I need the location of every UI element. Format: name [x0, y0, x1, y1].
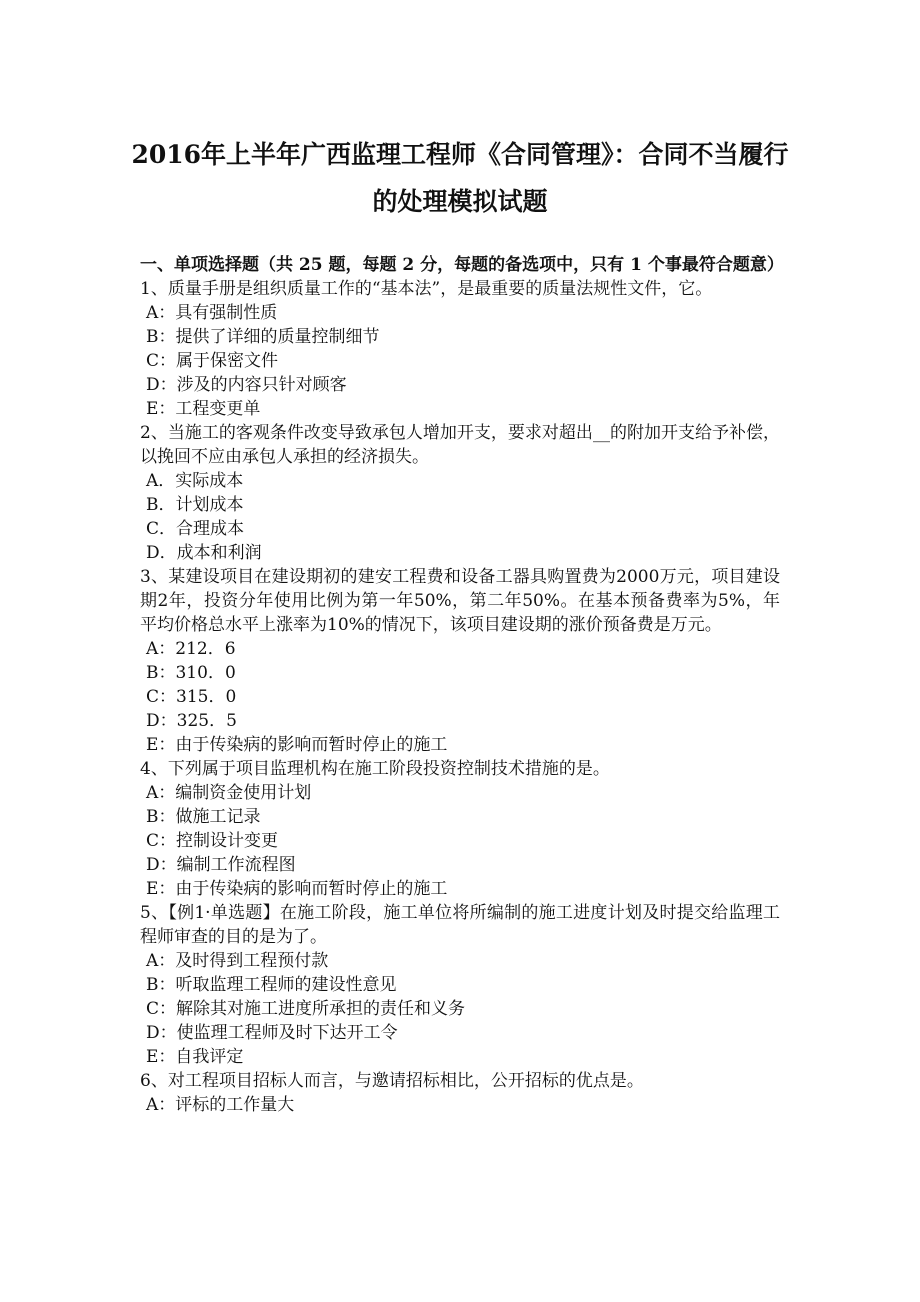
question-text: 4、下列属于项目监理机构在施工阶段投资控制技术措施的是。: [140, 759, 610, 779]
option-d: D：涉及的内容只针对顾客: [146, 375, 347, 395]
option-d: D：325．5: [146, 711, 237, 731]
option-a: A：212．6: [146, 639, 236, 659]
question-text: 1、质量手册是组织质量工作的“基本法”，是最重要的质量法规性文件，它。: [140, 279, 713, 299]
option-e: E：自我评定: [146, 1047, 244, 1067]
section-heading: 一、单项选择题（共 25 题，每题 2 分，每题的备选项中，只有 1 个事最符合题意）: [140, 255, 784, 275]
option-e: E：工程变更单: [146, 399, 261, 419]
option-b: B．计划成本: [146, 495, 244, 515]
option-c: C：属于保密文件: [146, 351, 279, 371]
option-c: C．合理成本: [146, 519, 245, 539]
option-b: B：提供了详细的质量控制细节: [146, 327, 380, 347]
question-text: 2、当施工的客观条件改变导致承包人增加开支，要求对超出__的附加开支给予补偿，以挽回不应由承包人承担的经济损失。: [140, 423, 780, 467]
option-c: C：315．0: [146, 687, 237, 707]
question-1: [140, 277, 780, 421]
option-b: B：做施工记录: [146, 807, 261, 827]
document-title-line-1: 2016年上半年广西监理工程师《合同管理》：合同不当履行: [131, 140, 789, 169]
option-e: E：由于传染病的影响而暂时停止的施工: [146, 735, 448, 755]
option-b: B：310．0: [146, 663, 236, 683]
option-a: A：编制资金使用计划: [146, 783, 312, 803]
option-d: D．成本和利润: [146, 543, 262, 563]
question-text: 6、对工程项目招标人而言，与邀请招标相比，公开招标的优点是。: [140, 1071, 644, 1091]
option-a: A：具有强制性质: [146, 303, 278, 323]
option-c: C：控制设计变更: [146, 831, 279, 851]
question-5: [140, 901, 780, 1069]
question-3: [140, 565, 780, 757]
option-a: A．实际成本: [146, 471, 244, 491]
document-body: [140, 253, 784, 1117]
question-text: 5、【例1·单选题】在施工阶段，施工单位将所编制的施工进度计划及时提交给监理工程师审查的目的是为了。: [140, 903, 780, 947]
question-text: 3、某建设项目在建设期初的建安工程费和设备工器具购置费为2000万元，项目建设期2年，投资分年使用比例为第一年50%，第二年50%。在基本预备费率为5%，年平均价格总水平上涨率为10%的情况下，该项目建设期的涨价预备费是万元。: [140, 567, 780, 635]
option-d: D：使监理工程师及时下达开工令: [146, 1023, 398, 1043]
question-6: [140, 1069, 780, 1117]
option-c: C：解除其对施工进度所承担的责任和义务: [146, 999, 466, 1019]
question-4: [140, 757, 780, 901]
option-a: A：及时得到工程预付款: [146, 951, 329, 971]
question-2: [140, 421, 780, 565]
option-e: E：由于传染病的影响而暂时停止的施工: [146, 879, 448, 899]
option-a: A：评标的工作量大: [146, 1095, 295, 1115]
option-d: D：编制工作流程图: [146, 855, 296, 875]
option-b: B：听取监理工程师的建设性意见: [146, 975, 397, 995]
document-title-line-2: 的处理模拟试题: [372, 187, 548, 216]
